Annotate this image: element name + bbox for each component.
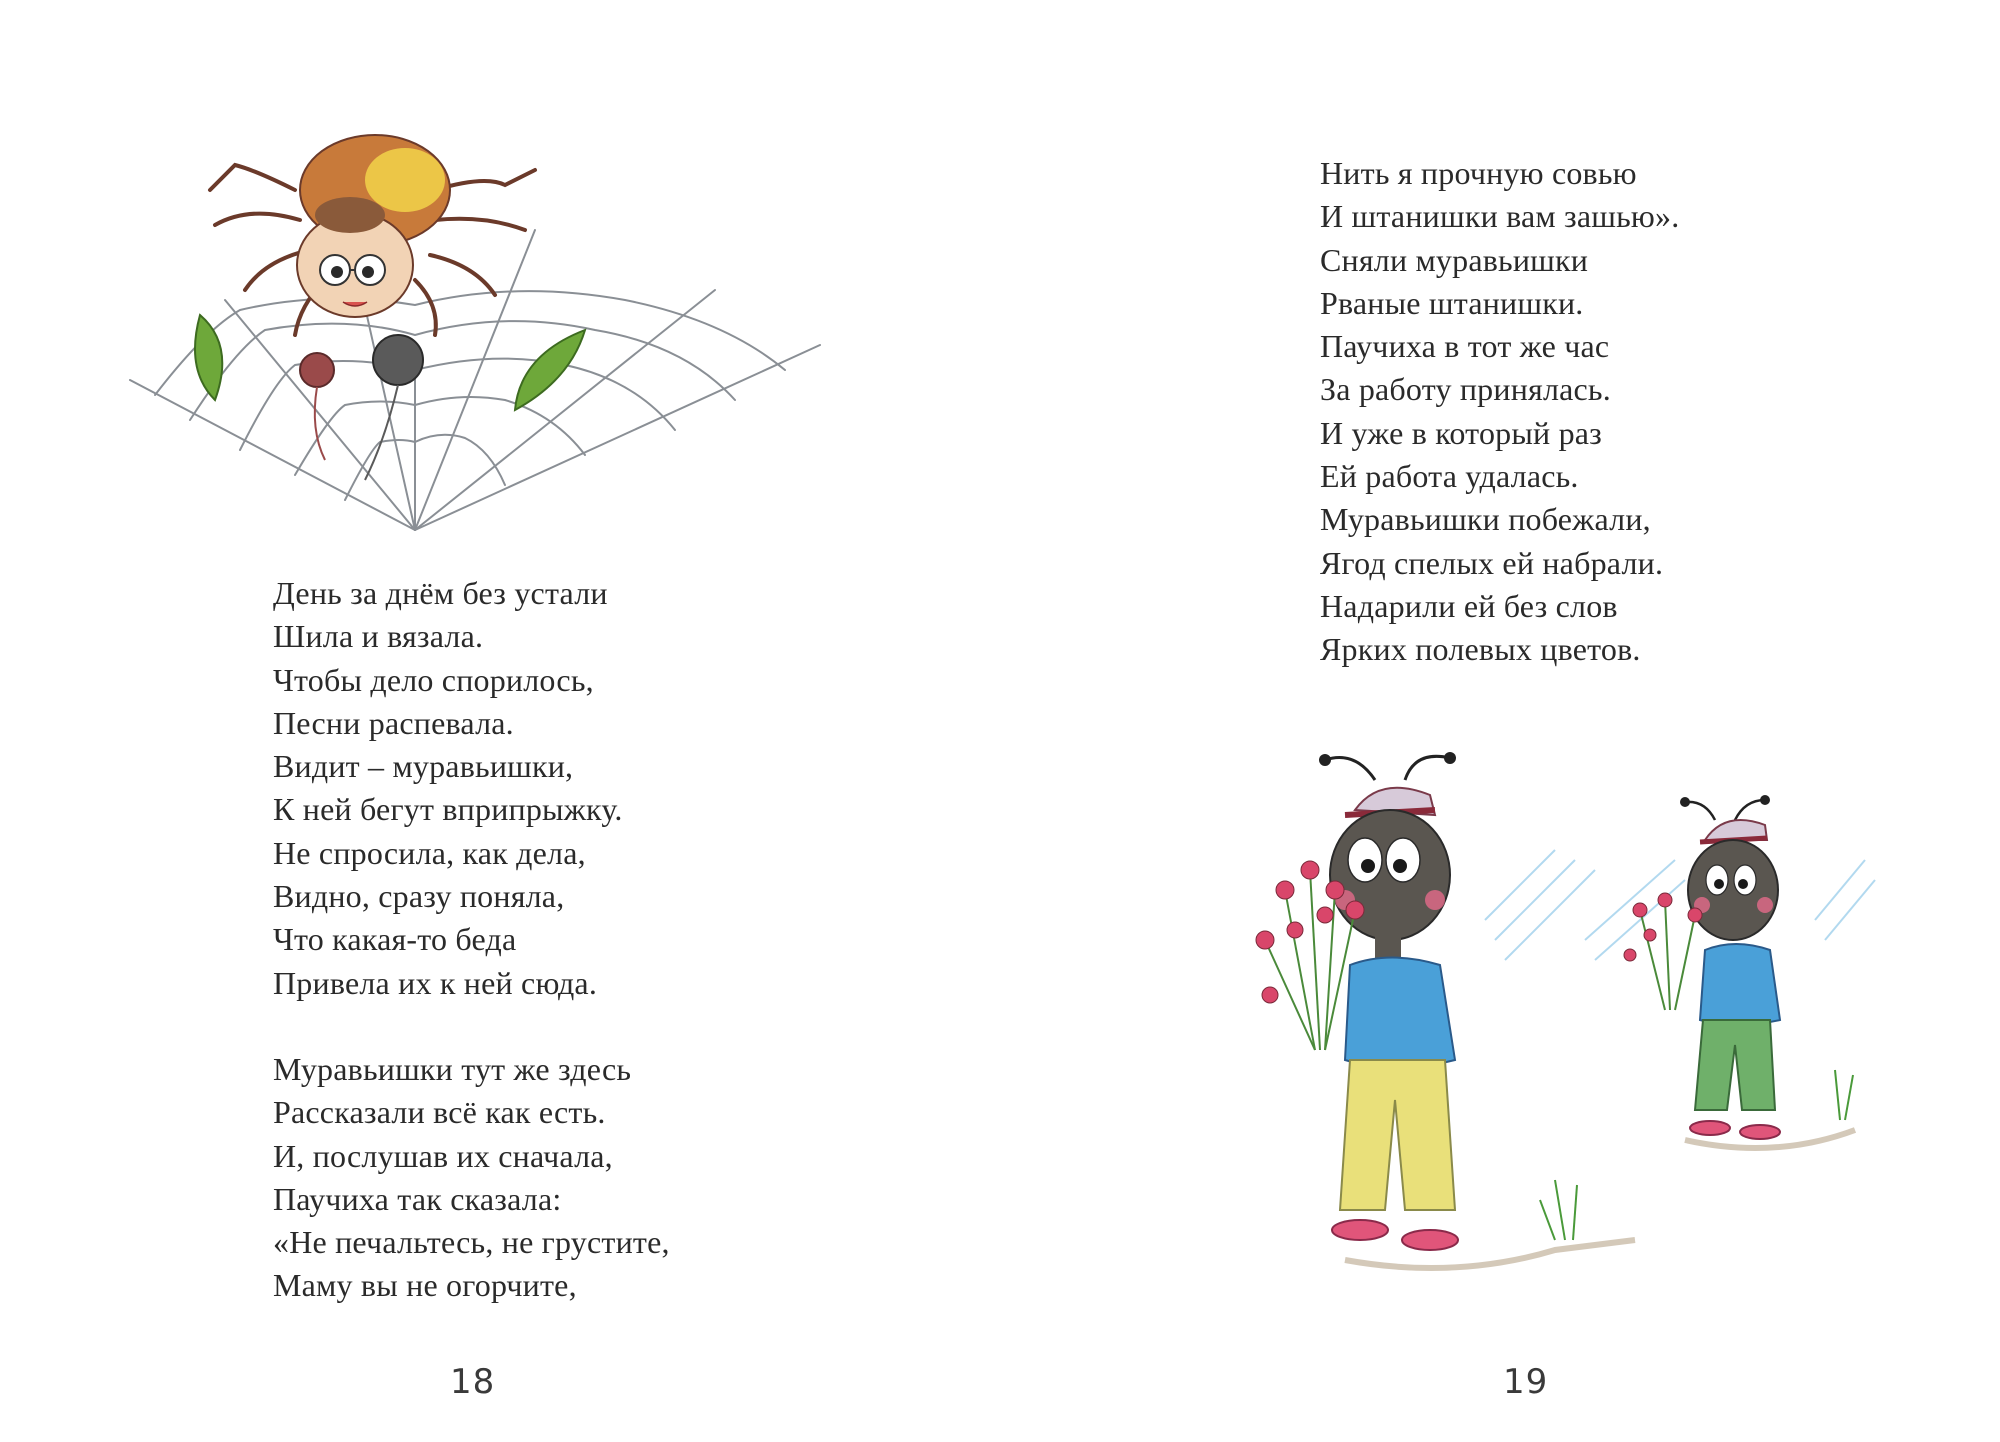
page-number-right: 19: [1503, 1362, 1549, 1402]
page-number-left: 18: [450, 1362, 496, 1402]
verse-line: «Не печальтесь, не грустите,: [273, 1224, 670, 1261]
verse-line: Ей работа удалась.: [1320, 458, 1579, 495]
verse-line: Видно, сразу поняла,: [273, 878, 565, 915]
verse-line: Ярких полевых цветов.: [1320, 631, 1641, 668]
verse-line: Рваные штанишки.: [1320, 284, 1584, 321]
leaf-left: [195, 315, 222, 400]
verse-line: Чтобы дело спорилось,: [273, 661, 594, 698]
small-ant: [1624, 795, 1780, 1139]
big-ant: [1256, 752, 1458, 1250]
stanza-left-2: [273, 1048, 670, 1308]
verse-line: Муравьишки тут же здесь: [273, 1051, 632, 1087]
verse-line: День за днём без устали: [273, 575, 608, 611]
verse-line: Маму вы не огорчите,: [273, 1267, 577, 1304]
verse-line: Надарили ей без слов: [1320, 587, 1618, 624]
stanza-right-1: [1320, 152, 1679, 672]
verse-line: И штанишки вам зашью».: [1320, 198, 1680, 235]
verse-line: Ягод спелых ей набрали.: [1320, 544, 1664, 581]
verse-line: Сняли муравьишки: [1320, 241, 1589, 278]
verse-line: И, послушав их сначала,: [273, 1137, 613, 1174]
verse-line: Паучиха в тот же час: [1320, 328, 1610, 365]
spider-on-web-illustration: [115, 130, 835, 540]
verse-line: Паучиха так сказала:: [273, 1180, 562, 1217]
verse-line: Рассказали всё как есть.: [273, 1094, 606, 1131]
verse-line: Песни распевала.: [273, 704, 514, 741]
verse-line: Шила и вязала.: [273, 618, 484, 655]
verse-line: Привела их к ней сюда.: [273, 964, 598, 1001]
leaf-right: [515, 330, 585, 410]
verse-line: Нить я прочную совью: [1320, 155, 1637, 191]
verse-line: И уже в который раз: [1320, 414, 1603, 451]
stanza-left-1: [273, 572, 623, 1005]
verse-line: К ней бегут вприпрыжку.: [273, 791, 623, 828]
verse-line: Что какая-то беда: [273, 921, 517, 958]
verse-line: За работу принялась.: [1320, 371, 1611, 408]
ants-with-flowers-illustration: [1255, 740, 1895, 1300]
verse-line: Видит – муравьишки,: [273, 748, 574, 785]
right-page: [1000, 0, 2000, 1442]
verse-line: Муравьишки побежали,: [1320, 501, 1651, 538]
verse-line: Не спросила, как дела,: [273, 834, 586, 871]
